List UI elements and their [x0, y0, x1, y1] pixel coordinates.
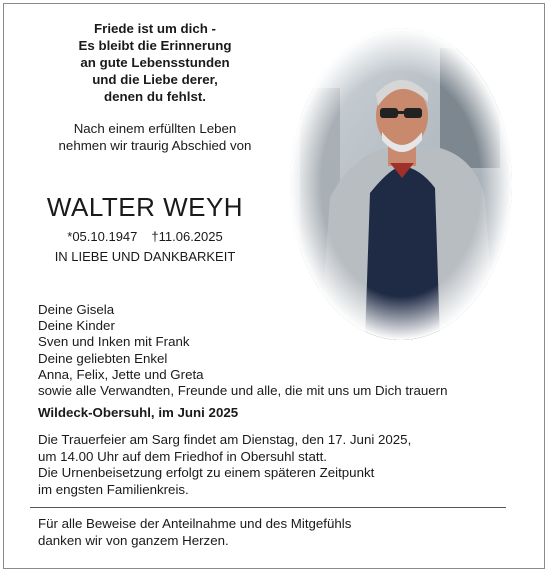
portrait-photo: [290, 28, 512, 340]
poem-line: an gute Lebensstunden: [80, 55, 230, 70]
motto: IN LIEBE UND DANKBARKEIT: [54, 249, 236, 264]
birth-date: *05.10.1947: [67, 229, 138, 244]
portrait-image: [290, 28, 512, 340]
thanks-line: Für alle Beweise der Anteilnahme und des Mitgefühls: [38, 516, 352, 531]
relative-line: Deine geliebten Enkel: [38, 350, 168, 366]
relative-line: Deine Gisela: [38, 302, 115, 317]
poem-line: Es bleibt die Erinnerung: [78, 38, 232, 53]
relative-line: Sven und Inken mit Frank: [38, 334, 190, 350]
life-dates: [30, 228, 260, 245]
relative-line: Anna, Felix, Jette und Greta: [38, 366, 204, 382]
place-date: Wildeck-Obersuhl, im Juni 2025: [38, 405, 239, 420]
poem: [30, 20, 280, 105]
ceremony-line: im engsten Familienkreis.: [38, 481, 189, 497]
relative-line: Deine Kinder: [38, 318, 115, 334]
death-date: †11.06.2025: [151, 229, 223, 244]
ceremony-line: Die Urnenbeisetzung erfolgt zu einem späteren Zeitpunkt: [38, 465, 375, 480]
thanks-text: [38, 515, 351, 549]
ceremony-line: um 14.00 Uhr auf dem Friedhof in Obersuhl statt.: [38, 448, 327, 464]
ceremony-line: Die Trauerfeier am Sarg findet am Dienstag, den 17. Juni 2025,: [38, 432, 412, 447]
relatives-list: [38, 302, 447, 399]
divider: [30, 507, 506, 508]
ceremony-info: [38, 432, 411, 498]
intro-line: nehmen wir traurig Abschied von: [58, 138, 252, 153]
relative-line: sowie alle Verwandten, Freunde und alle, die mit uns um Dich trauern: [38, 383, 448, 399]
deceased-name: WALTER WEYH: [46, 192, 244, 222]
poem-line: Friede ist um dich -: [94, 21, 216, 36]
thanks-line: danken wir von ganzem Herzen.: [38, 533, 229, 548]
poem-line: und die Liebe derer,: [92, 72, 218, 87]
intro-text: [30, 120, 280, 154]
intro-line: Nach einem erfüllten Leben: [73, 121, 237, 136]
poem-line: denen du fehlst.: [104, 89, 206, 104]
